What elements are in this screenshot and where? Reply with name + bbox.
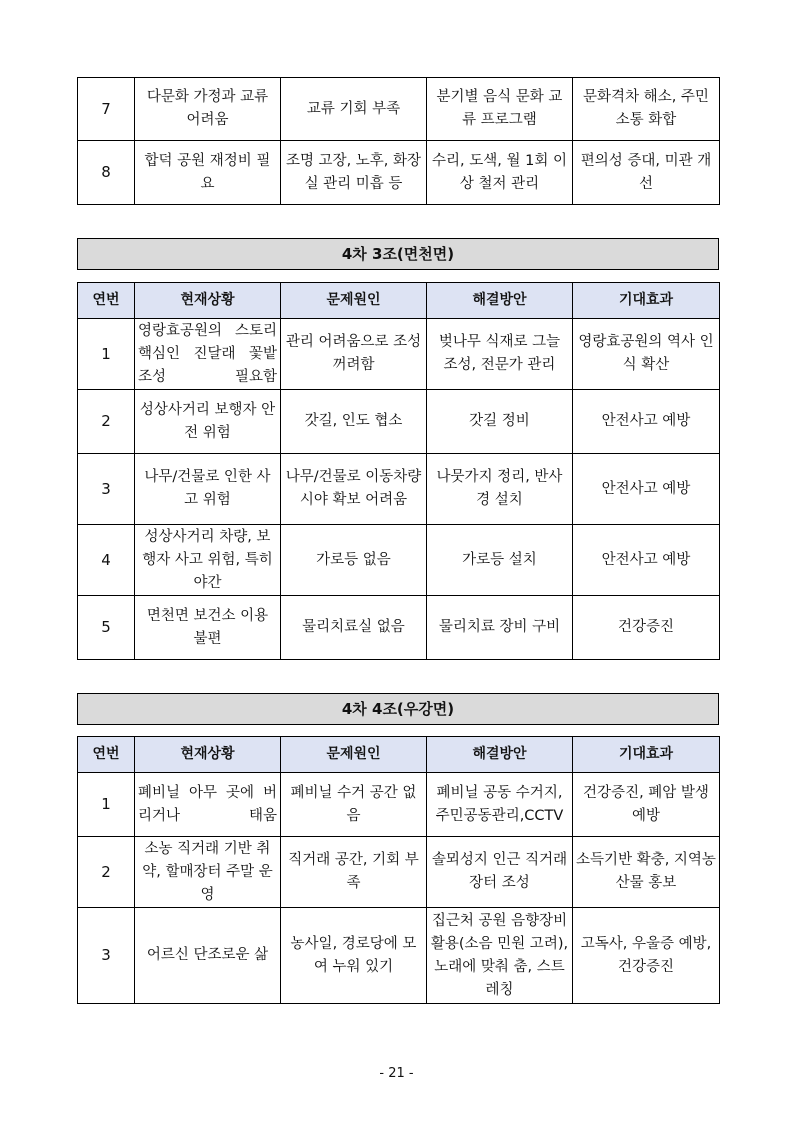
row-number: 8 (78, 141, 135, 205)
problem-cause: 농사일, 경로당에 모여 누워 있기 (281, 908, 427, 1004)
problem-cause: 나무/건물로 이동차량 시야 확보 어려움 (281, 454, 427, 525)
page-number: - 21 - (379, 1066, 414, 1081)
section-title-4-3: 4차 3조(면천면) (77, 238, 719, 270)
table-4-4 (77, 736, 720, 1004)
header-number: 연번 (78, 737, 135, 773)
table-row (78, 141, 720, 205)
solution: 물리치료 장비 구비 (427, 596, 573, 660)
expected-effect: 소득기반 확충, 지역농산물 홍보 (573, 837, 720, 908)
expected-effect: 안전사고 예방 (573, 390, 720, 454)
header-number: 연번 (78, 283, 135, 319)
problem-cause: 물리치료실 없음 (281, 596, 427, 660)
current-situation: 소농 직거래 기반 취약, 할매장터 주말 운영 (135, 837, 281, 908)
table-4-3 (77, 282, 720, 660)
problem-cause: 관리 어려움으로 조성 꺼려함 (281, 319, 427, 390)
header-current: 현재상황 (135, 283, 281, 319)
table-row (78, 454, 720, 525)
table-row (78, 525, 720, 596)
row-number: 4 (78, 525, 135, 596)
header-solution: 해결방안 (427, 737, 573, 773)
solution: 분기별 음식 문화 교류 프로그램 (427, 78, 573, 141)
expected-effect: 편의성 증대, 미관 개선 (573, 141, 720, 205)
header-solution: 해결방안 (427, 283, 573, 319)
expected-effect: 고독사, 우울증 예방, 건강증진 (573, 908, 720, 1004)
solution: 솔뫼성지 인근 직거래장터 조성 (427, 837, 573, 908)
header-current: 현재상황 (135, 737, 281, 773)
current-situation: 영랑효공원의 스토리 핵심인 진달래 꽃밭 조성 필요함 (135, 319, 281, 390)
problem-cause: 조명 고장, 노후, 화장실 관리 미흡 등 (281, 141, 427, 205)
header-cause: 문제원인 (281, 737, 427, 773)
table-continued (77, 77, 720, 205)
current-situation: 성상사거리 차량, 보행자 사고 위험, 특히 야간 (135, 525, 281, 596)
header-cause: 문제원인 (281, 283, 427, 319)
expected-effect: 건강증진, 폐암 발생 예방 (573, 773, 720, 837)
problem-cause: 폐비닐 수거 공간 없음 (281, 773, 427, 837)
current-situation: 폐비닐 아무 곳에 버리거나 태움 (135, 773, 281, 837)
row-number: 1 (78, 773, 135, 837)
problem-cause: 갓길, 인도 협소 (281, 390, 427, 454)
table-row (78, 78, 720, 141)
current-situation: 면천면 보건소 이용 불편 (135, 596, 281, 660)
problem-cause: 직거래 공간, 기회 부족 (281, 837, 427, 908)
current-situation: 나무/건물로 인한 사고 위험 (135, 454, 281, 525)
table-row (78, 837, 720, 908)
expected-effect: 안전사고 예방 (573, 454, 720, 525)
current-situation: 어르신 단조로운 삶 (135, 908, 281, 1004)
solution: 집근처 공원 음향장비 활용(소음 민원 고려), 노래에 맞춰 춤, 스트레칭 (427, 908, 573, 1004)
solution: 나뭇가지 정리, 반사경 설치 (427, 454, 573, 525)
row-number: 2 (78, 390, 135, 454)
header-effect: 기대효과 (573, 283, 720, 319)
row-number: 5 (78, 596, 135, 660)
table-row (78, 773, 720, 837)
row-number: 1 (78, 319, 135, 390)
solution: 벚나무 식재로 그늘 조성, 전문가 관리 (427, 319, 573, 390)
row-number: 3 (78, 908, 135, 1004)
solution: 가로등 설치 (427, 525, 573, 596)
current-situation: 다문화 가정과 교류 어려움 (135, 78, 281, 141)
expected-effect: 건강증진 (573, 596, 720, 660)
solution: 폐비닐 공동 수거지, 주민공동관리,CCTV (427, 773, 573, 837)
table-header-row (78, 737, 720, 773)
table-row (78, 908, 720, 1004)
expected-effect: 문화격차 해소, 주민 소통 화합 (573, 78, 720, 141)
header-effect: 기대효과 (573, 737, 720, 773)
expected-effect: 영랑효공원의 역사 인식 확산 (573, 319, 720, 390)
section-title-4-4: 4차 4조(우강면) (77, 693, 719, 725)
row-number: 7 (78, 78, 135, 141)
solution: 수리, 도색, 월 1회 이상 철저 관리 (427, 141, 573, 205)
problem-cause: 가로등 없음 (281, 525, 427, 596)
current-situation: 합덕 공원 재정비 필요 (135, 141, 281, 205)
solution: 갓길 정비 (427, 390, 573, 454)
table-row (78, 319, 720, 390)
problem-cause: 교류 기회 부족 (281, 78, 427, 141)
table-row (78, 596, 720, 660)
expected-effect: 안전사고 예방 (573, 525, 720, 596)
table-row (78, 390, 720, 454)
table-header-row (78, 283, 720, 319)
row-number: 3 (78, 454, 135, 525)
current-situation: 성상사거리 보행자 안전 위험 (135, 390, 281, 454)
row-number: 2 (78, 837, 135, 908)
